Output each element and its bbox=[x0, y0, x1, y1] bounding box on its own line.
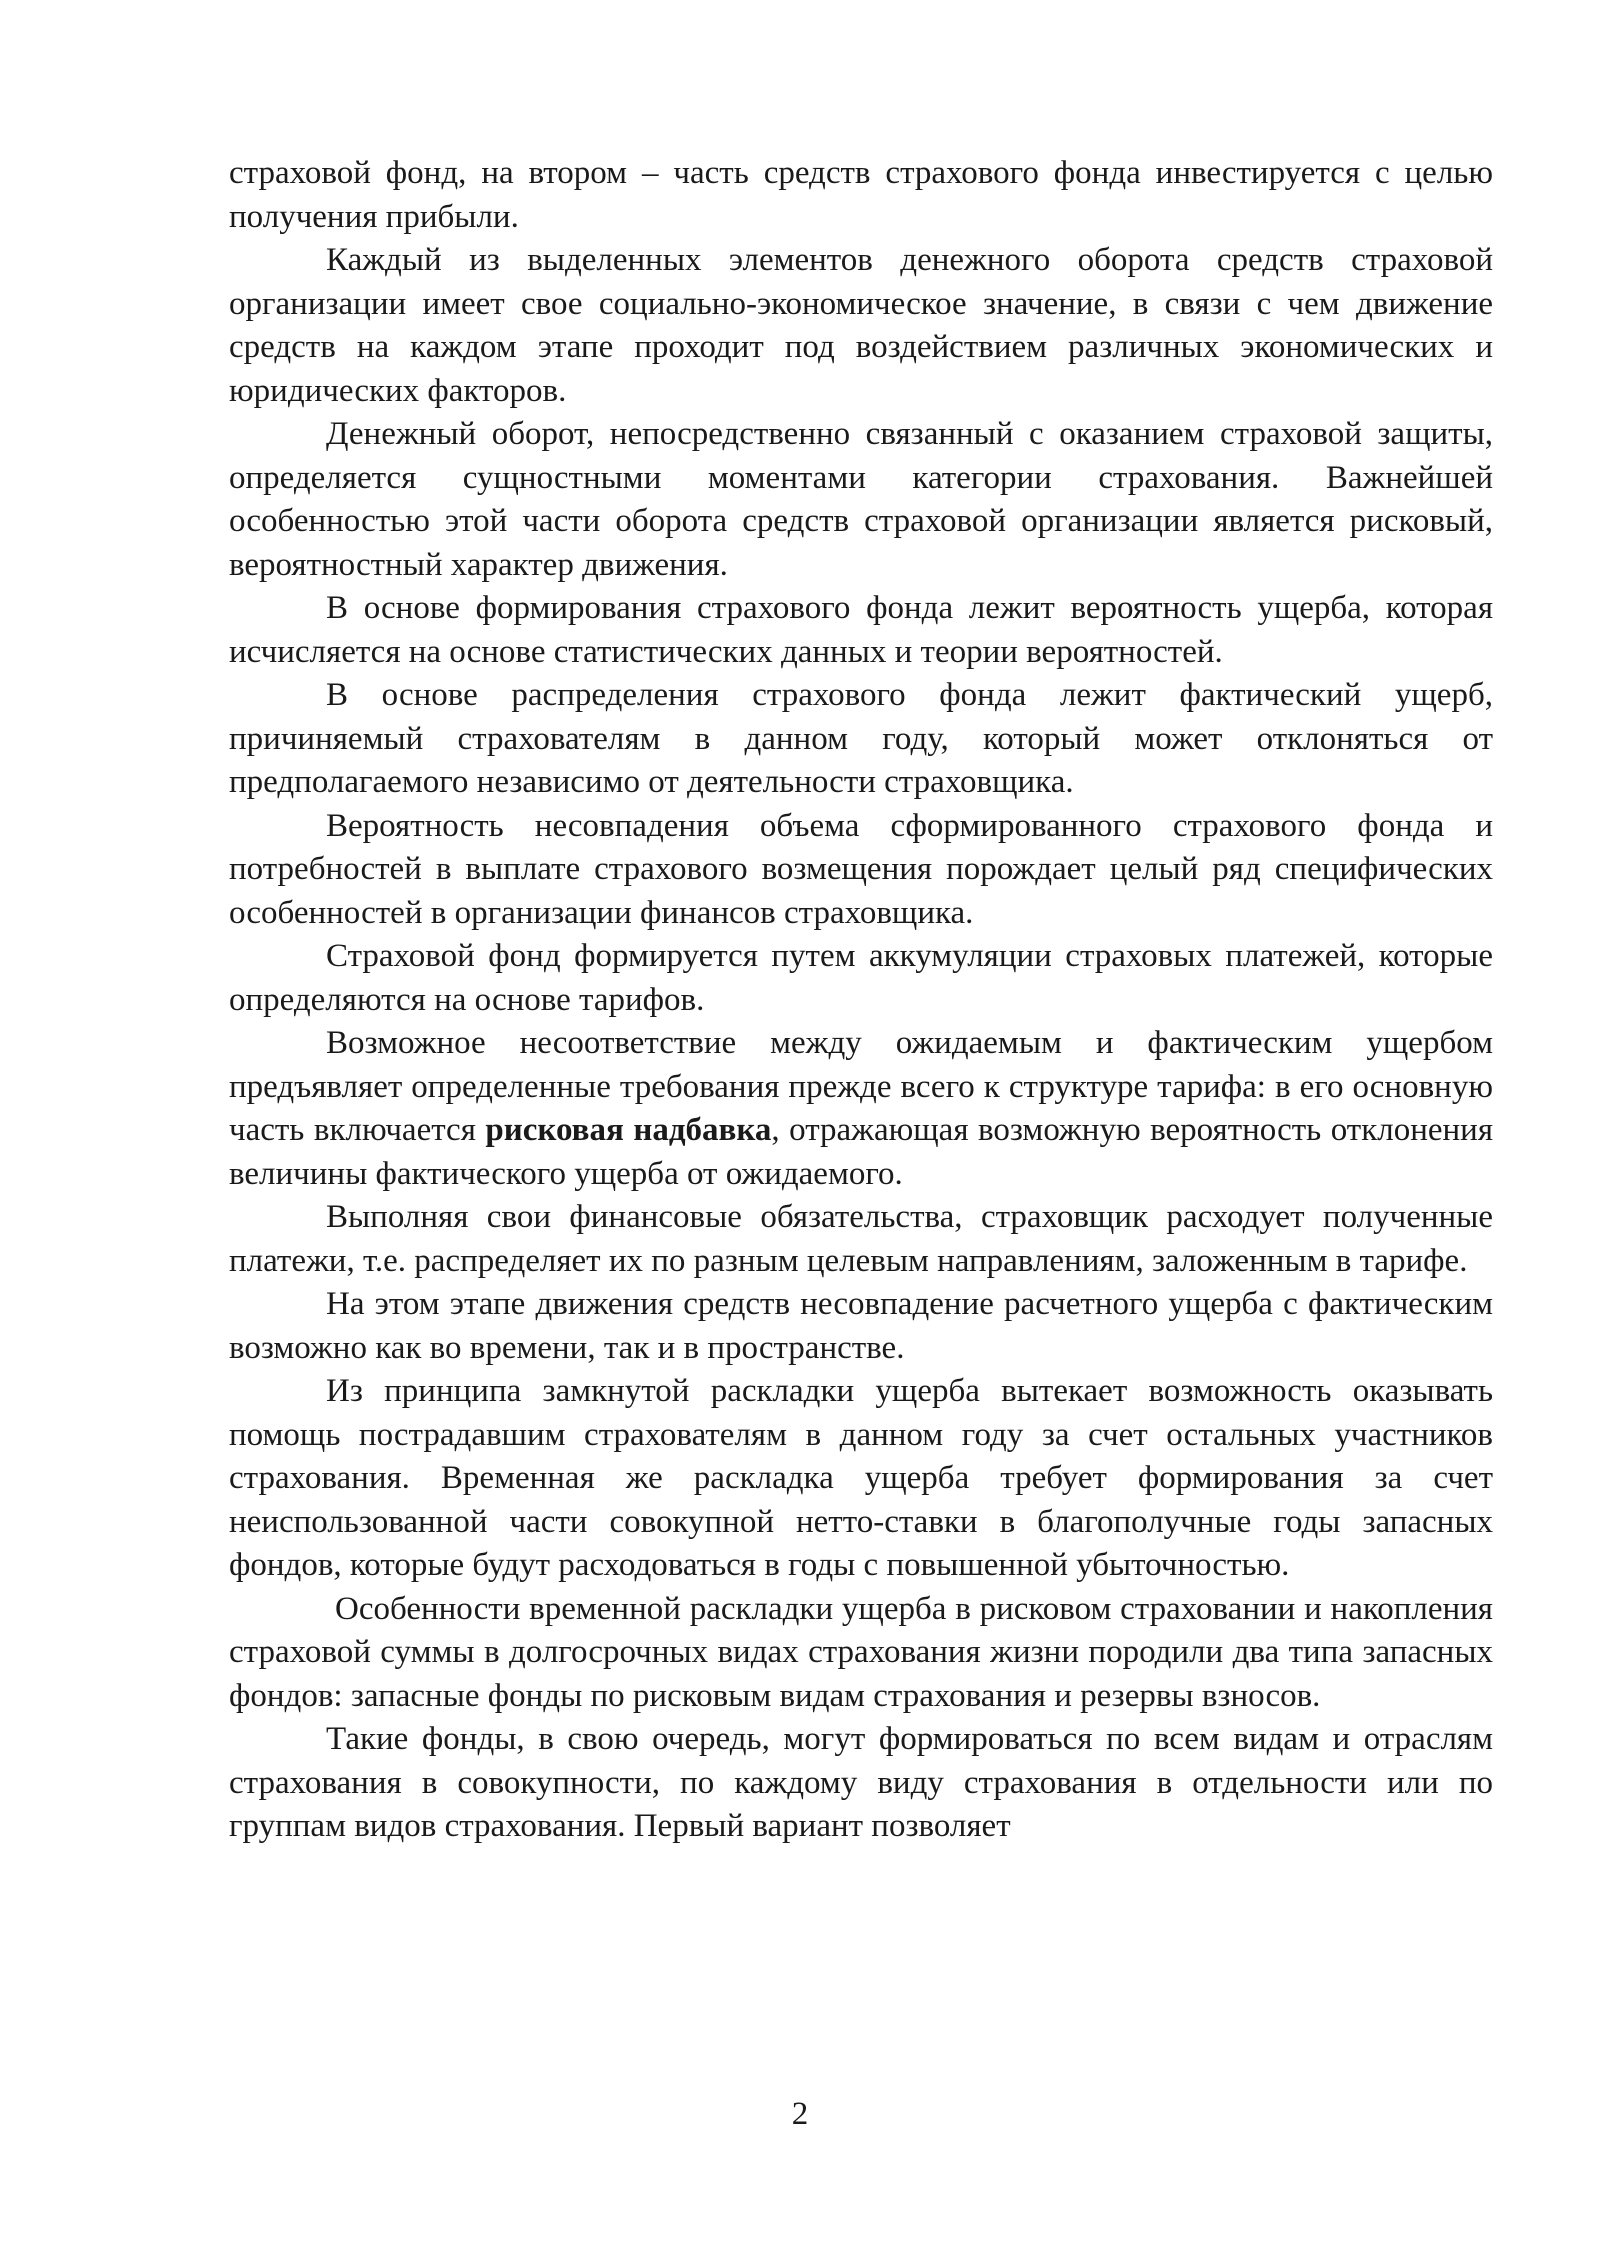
paragraph: Из принципа замкнутой раскладки ущерба вытекает возможность оказывать помощь пострадавшим страхователям в данном году за счет остальных участников страхования. Временная же раскладка ущерба требует формирования за счет неиспользованной части совокупной нетто-ставки в благополучные годы запасных фондов, которые будут расходоваться в годы с повышенной убыточностью. bbox=[229, 1373, 1493, 1583]
paragraph: Денежный оборот, непосредственно связанный с оказанием страховой защиты, определяется сущностными моментами категории страхования. Важнейшей особенностью этой части оборота средств страховой организации является рисковый, вероятностный характер движения. bbox=[229, 416, 1493, 583]
paragraph-text-after: , отражающая возможную вероятность отклонения величины фактического ущерба от ожидаемого. bbox=[229, 1112, 1494, 1192]
paragraph: В основе распределения страхового фонда лежит фактический ущерб, причиняемый страхователям в данном году, который может отклоняться от предполагаемого независимо от деятельности страховщика. bbox=[229, 677, 1493, 800]
bold-term: рисковая надбавка bbox=[485, 1112, 772, 1148]
paragraph-risk-loading bbox=[229, 1022, 1493, 1196]
paragraph: Вероятность несовпадения объема сформированного страхового фонда и потребностей в выплате страхового возмещения порождает целый ряд специфических особенностей в организации финансов страховщика. bbox=[229, 807, 1493, 931]
paragraph: В основе формирования страхового фонда лежит вероятность ущерба, которая исчисляется на основе статистических данных и теории вероятностей. bbox=[229, 590, 1493, 670]
paragraph: Особенности временной раскладки ущерба в рисковом страховании и накопления страховой суммы в долгосрочных видах страхования жизни породили два типа запасных фондов: запасные фонды по рисковым видам страхования и резервы взносов. bbox=[229, 1590, 1493, 1714]
paragraph-continuation: страховой фонд, на втором – часть средств страхового фонда инвестируется с целью получения прибыли. bbox=[229, 155, 1493, 235]
paragraph: Такие фонды, в свою очередь, могут формироваться по всем видам и отраслям страхования в совокупности, по каждому виду страхования в отдельности или по группам видов страхования. Первый вариант позволяет bbox=[229, 1721, 1493, 1844]
paragraph: Страховой фонд формируется путем аккумуляции страховых платежей, которые определяются на основе тарифов. bbox=[229, 938, 1493, 1018]
paragraph: На этом этапе движения средств несовпадение расчетного ущерба с фактическим возможно как во времени, так и в пространстве. bbox=[229, 1286, 1493, 1366]
paragraph-text-before: Возможное несоответствие между ожидаемым и фактическим ущербом предъявляет определенные требования прежде всего к структуре тарифа: в его основную часть включается bbox=[229, 1025, 1493, 1148]
document-body bbox=[229, 152, 1493, 1849]
page-number: 2 bbox=[791, 2096, 809, 2132]
paragraph: Выполняя свои финансовые обязательства, страховщик расходует полученные платежи, т.е. распределяет их по разным целевым направлениям, заложенным в тарифе. bbox=[229, 1199, 1493, 1279]
paragraph: Каждый из выделенных элементов денежного оборота средств страховой организации имеет свое социально-экономическое значение, в связи с чем движение средств на каждом этапе проходит под воздействием различных экономических и юридических факторов. bbox=[229, 242, 1493, 409]
